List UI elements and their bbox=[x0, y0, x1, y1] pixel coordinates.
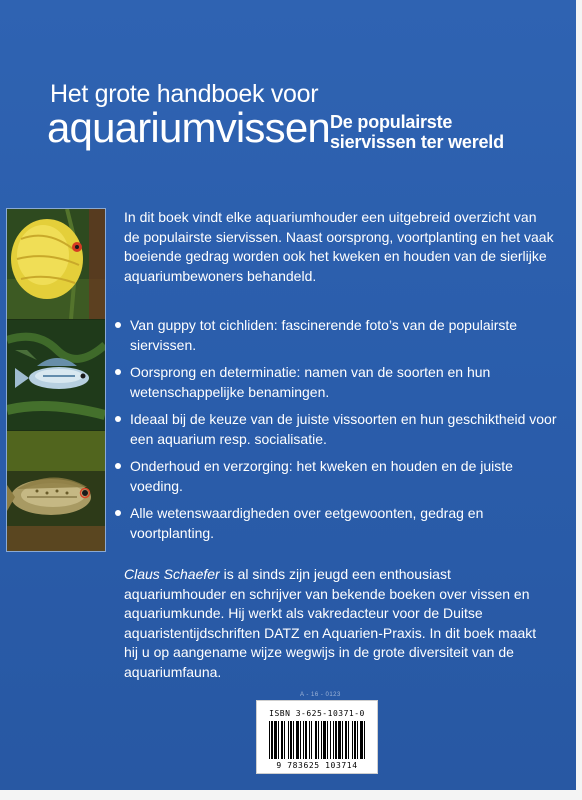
bullet-icon bbox=[115, 322, 121, 328]
author-bio-text: is al sinds zijn jeugd een enthousiast aquariumhouder en schrijver van bekende boeken over vissen en aquariumkunde. Hij werkt als vakredacteur voor de Duitse aquaristentijdschriften DATZ en Aquarien-Praxis. In dit boek maakt hij u op aangename wijze wegwijs in de grote diversiteit van de aquariumfauna. bbox=[124, 566, 537, 680]
feature-text: Onderhoud en verzorging: het kweken en houden en de juiste voeding. bbox=[130, 458, 513, 494]
title-line-2: aquariumvissen bbox=[47, 104, 330, 151]
feature-text: Van guppy tot cichliden: fascinerende foto’s van de populairste siervissen. bbox=[130, 317, 518, 353]
photo-strip bbox=[6, 208, 106, 552]
subtitle-line-2: siervissen ter wereld bbox=[330, 132, 504, 152]
molly-fish-photo bbox=[7, 320, 105, 430]
bullet-icon bbox=[115, 416, 121, 422]
author-bio bbox=[124, 565, 554, 682]
subtitle-line-1: De populairste bbox=[330, 112, 453, 132]
cichlid-fish-photo bbox=[7, 431, 105, 551]
feature-item bbox=[112, 363, 560, 402]
discus-fish-photo bbox=[7, 209, 105, 319]
barcode-icon bbox=[267, 721, 367, 759]
feature-text: Ideaal bij de keuze van de juiste vissoorten en hun geschiktheid voor een aquarium resp. socialisatie. bbox=[130, 411, 557, 447]
author-name: Claus Schaefer bbox=[124, 566, 220, 582]
subtitle bbox=[330, 112, 504, 152]
feature-item bbox=[112, 457, 560, 496]
feature-item bbox=[112, 316, 560, 355]
feature-text: Alle wetenswaardigheden over eetgewoonten, gedrag en voortplanting. bbox=[130, 505, 484, 541]
title-line-1: Het grote handboek voor bbox=[50, 80, 319, 108]
feature-item bbox=[112, 410, 560, 449]
sticker-code: A - 16 - 0123 bbox=[300, 692, 341, 698]
barcode-label bbox=[256, 700, 378, 774]
intro-paragraph: In dit boek vindt elke aquariumhouder een uitgebreid overzicht van de populairste siervissen. Naast oorsprong, voortplanting en het vaak boeiende gedrag worden ook het kweken en houden van de sierlijke aquariumbewoners behandeld. bbox=[124, 209, 554, 284]
scan-margin-right bbox=[576, 0, 582, 800]
isbn-number: ISBN 3-625-10371-0 bbox=[269, 709, 365, 718]
feature-list bbox=[112, 316, 560, 551]
ean-number: 9 783625 103714 bbox=[276, 761, 358, 770]
feature-text: Oorsprong en determinatie: namen van de soorten en hun wetenschappelijke benamingen. bbox=[130, 364, 491, 400]
scan-margin-bottom bbox=[0, 790, 582, 800]
bullet-icon bbox=[115, 510, 121, 516]
feature-item bbox=[112, 504, 560, 543]
bullet-icon bbox=[115, 463, 121, 469]
bullet-icon bbox=[115, 369, 121, 375]
